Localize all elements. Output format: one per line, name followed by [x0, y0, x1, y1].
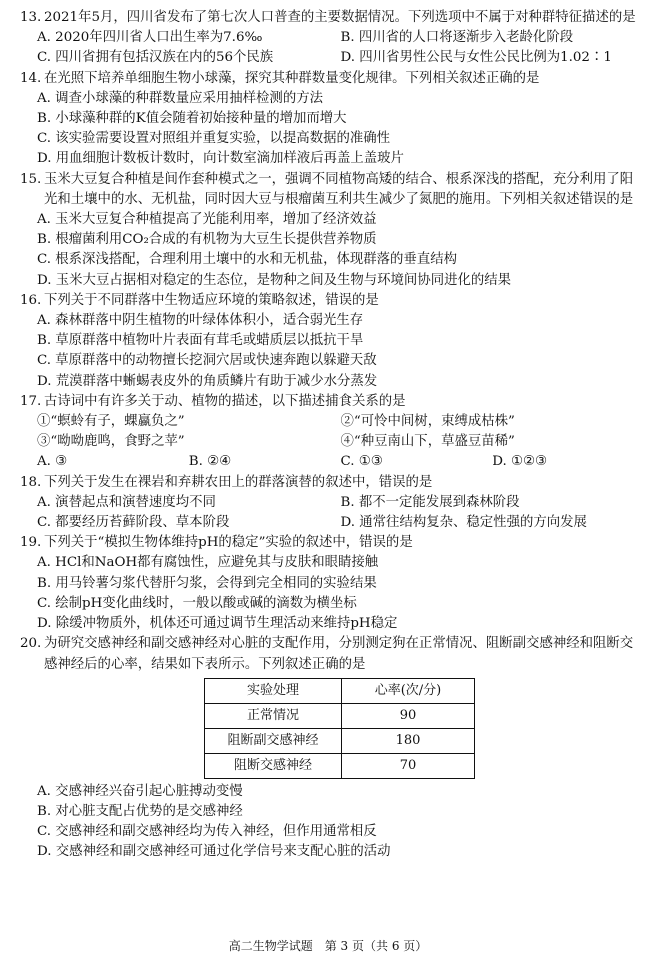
option-a[interactable]: A. ③	[37, 454, 68, 470]
option-a[interactable]: A. 调查小球藻的种群数量应采用抽样检测的方法	[37, 90, 323, 106]
option-d[interactable]: D. 玉米大豆占据相对稳定的生态位，是物种之间及生物与环境间协同进化的结果	[37, 272, 512, 288]
option-b[interactable]: B. 对心脏支配占优势的是交感神经	[37, 803, 243, 819]
table-cell: 阻断副交感神经	[205, 728, 342, 753]
table-header-row	[205, 678, 475, 703]
question-number: 18.	[20, 474, 42, 490]
option-b[interactable]: B. 小球藻种群的K值会随着初始接种量的增加而增大	[37, 111, 347, 127]
question-13	[20, 8, 644, 69]
question-stem: 13. 2021年5月，四川省发布了第七次人口普查的主要数据情况。下列选项中不属于对种群特征描述的是	[20, 8, 644, 28]
question-20	[20, 634, 644, 862]
question-19	[20, 533, 644, 634]
question-number: 19.	[20, 535, 42, 551]
table-cell: 90	[342, 703, 475, 728]
option-d[interactable]: D. 荒漠群落中蜥蜴表皮外的角质鳞片有助于减少水分蒸发	[37, 373, 378, 389]
option-c[interactable]: C. 四川省拥有包括汉族在内的56个民族	[37, 50, 274, 66]
table-header: 实验处理	[205, 678, 342, 703]
table-header: 心率(次/分)	[342, 678, 475, 703]
option-b[interactable]: B. 四川省的人口将逐渐步入老龄化阶段	[340, 30, 574, 46]
question-number: 13.	[20, 10, 42, 25]
table-cell: 阻断交感神经	[205, 753, 342, 778]
option-a[interactable]: A. 演替起点和演替速度均不同	[37, 494, 216, 510]
options-row	[20, 452, 644, 472]
option-d[interactable]: D. 四川省男性公民与女性公民比例为1.02∶1	[340, 50, 612, 66]
exam-page	[20, 8, 644, 863]
option-a[interactable]: A. HCl和NaOH都有腐蚀性，应避免其与皮肤和眼睛接触	[37, 555, 379, 571]
table-row	[205, 703, 475, 728]
option-b[interactable]: B. 用马铃薯匀浆代替肝匀浆，会得到完全相同的实验结果	[37, 575, 377, 591]
question-stem: 16. 下列关于不同群落中生物适应环境的策略叙述，错误的是	[20, 291, 644, 311]
question-16	[20, 291, 644, 392]
option-b[interactable]: B. 都不一定能发展到森林阶段	[340, 494, 520, 510]
option-a[interactable]: A. 玉米大豆复合种植提高了光能利用率，增加了经济效益	[37, 212, 377, 228]
option-a[interactable]: A. 交感神经兴奋引起心脏搏动变慢	[37, 783, 243, 799]
option-d[interactable]: D. 通常往结构复杂、稳定性强的方向发展	[340, 515, 587, 531]
poem-2: ②“可怜中间树，束缚成枯株”	[340, 414, 515, 430]
option-d[interactable]: D. ①②③	[492, 454, 548, 470]
poem-3: ③“呦呦鹿鸣，食野之苹”	[37, 434, 185, 450]
heart-rate-table	[204, 678, 475, 779]
question-17	[20, 392, 644, 473]
option-c[interactable]: C. 交感神经和副交感神经均为传入神经，但作用通常相反	[37, 824, 377, 840]
option-d[interactable]: D. 用血细胞计数板计数时，向计数室滴加样液后再盖上盖玻片	[37, 151, 404, 167]
question-18	[20, 473, 644, 534]
option-c[interactable]: C. 草原群落中的动物擅长挖洞穴居或快速奔跑以躲避天敌	[37, 353, 377, 369]
option-c[interactable]: C. 绘制pH变化曲线时，一般以酸或碱的滴数为横坐标	[37, 595, 357, 611]
question-stem: 17. 古诗词中有许多关于动、植物的描述，以下描述捕食关系的是	[20, 392, 644, 412]
option-b[interactable]: B. ②④	[188, 454, 232, 470]
question-stem: 14. 在光照下培养单细胞生物小球藻，探究其种群数量变化规律。下列相关叙述正确的是	[20, 69, 644, 89]
options-row	[20, 493, 644, 513]
option-a[interactable]: A. 2020年四川省人口出生率为7.6‰	[37, 30, 263, 46]
question-stem: 20. 为研究交感神经和副交感神经对心脏的支配作用，分别测定狗在正常情况、阻断副交感神经和阻断交感神经后的心率，结果如下表所示。下列叙述正确的是	[20, 636, 634, 672]
question-15	[20, 170, 644, 291]
question-stem: 15. 玉米大豆复合种植是间作套种模式之一，强调不同植物高矮的结合、根系深浅的搭配，充分利用了阳光和土壤中的水、无机盐，同时因大豆与根瘤菌互利共生减少了氮肥的施用。下列相关叙述错误的是	[20, 171, 634, 207]
question-number: 14.	[20, 70, 42, 86]
question-number: 17.	[20, 393, 42, 409]
table-cell: 正常情况	[205, 703, 342, 728]
option-d[interactable]: D. 除缓冲物质外，机体还可通过调节生理活动来维持pH稳定	[37, 616, 398, 632]
option-c[interactable]: C. ①③	[340, 454, 383, 470]
options-row	[20, 513, 644, 533]
option-d[interactable]: D. 交感神经和副交感神经可通过化学信号来支配心脏的活动	[37, 844, 391, 860]
table-row	[205, 728, 475, 753]
options-row	[20, 28, 644, 48]
question-number: 20.	[20, 636, 42, 652]
question-number: 16.	[20, 292, 42, 308]
table-row	[205, 753, 475, 778]
table-cell: 70	[342, 753, 475, 778]
options-row	[20, 48, 644, 68]
option-b[interactable]: B. 根瘤菌利用CO₂合成的有机物为大豆生长提供营养物质	[37, 232, 377, 248]
poem-row	[20, 432, 644, 452]
poem-row	[20, 412, 644, 432]
option-c[interactable]: C. 根系深浅搭配，合理利用土壤中的水和无机盐，体现群落的垂直结构	[37, 252, 457, 268]
question-stem: 19. 下列关于“模拟生物体维持pH的稳定”实验的叙述中，错误的是	[20, 533, 644, 553]
poem-1: ①“螟蛉有子，蜾蠃负之”	[37, 414, 185, 430]
poem-4: ④“种豆南山下，草盛豆苗稀”	[340, 434, 515, 450]
option-c[interactable]: C. 该实验需要设置对照组并重复实验，以提高数据的准确性	[37, 131, 391, 147]
question-number: 15.	[20, 171, 42, 187]
table-cell: 180	[342, 728, 475, 753]
option-b[interactable]: B. 草原群落中植物叶片表面有茸毛或蜡质层以抵抗干旱	[37, 333, 364, 349]
page-footer: 高二生物学试题 第 3 页（共 6 页）	[228, 939, 428, 953]
question-stem: 18. 下列关于发生在裸岩和弃耕农田上的群落演替的叙述中，错误的是	[20, 473, 644, 493]
option-a[interactable]: A. 森林群落中阴生植物的叶绿体体积小，适合弱光生存	[37, 313, 364, 329]
question-14	[20, 69, 644, 170]
option-c[interactable]: C. 都要经历苔藓阶段、草本阶段	[37, 515, 230, 531]
